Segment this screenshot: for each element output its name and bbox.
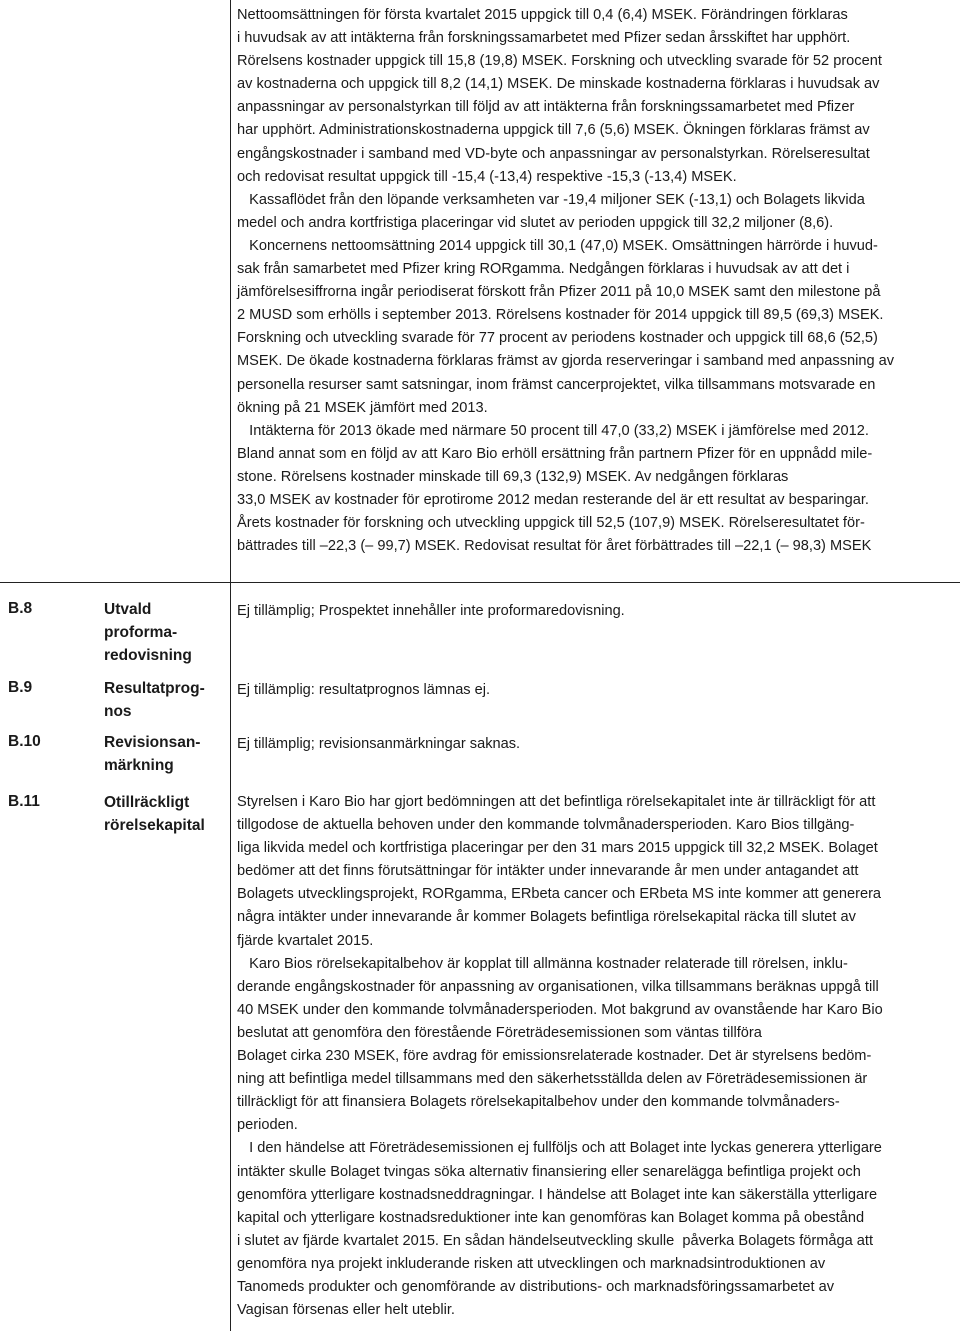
text-line: och redovisat resultat uppgick till -15,4 (-13,4) respektive -15,3 (-13,4) MSEK. (237, 168, 737, 185)
text-line: stone. Rörelsens kostnader minskade till 69,3 (132,9) MSEK. Av nedgången förklaras (237, 468, 789, 485)
label-line: Otillräckligt (104, 794, 190, 811)
row-value-b9: Ej tillämplig: resultatprognos lämnas ej. (237, 682, 491, 698)
row-label-b8 (104, 598, 192, 667)
text-line: Bland annat som en följd av att Karo Bio erhöll ersättning från partnern Pfizer för en uppnådd mile- (237, 445, 873, 462)
text-line: bättrades till –22,3 (– 99,7) MSEK. Redovisat resultat för året förbättrades till –22,1 (– 98,3) MSEK (237, 538, 872, 555)
text-line: Styrelsen i Karo Bio har gjort bedömningen att det befintliga rörelsekapitalet inte är tillräckligt för att (237, 794, 876, 810)
text-line: i huvudsak av att intäkterna från forskningssamarbetet med Pfizer sedan årsskiftet har upphört. (237, 30, 851, 47)
text-line: genomföra nya projekt inkluderande risken att utvecklingen och marknadsintroduktionen av (237, 1255, 826, 1272)
label-line: redovisning (104, 647, 192, 664)
text-line: några intäkter under innevarande år kommer Bolagets befintliga rörelsekapital räcka till slutet av (237, 909, 856, 926)
text-line: Intäkterna för 2013 ökade med närmare 50 procent till 47,0 (33,2) MSEK i jämförelse med 2012. (237, 422, 869, 439)
text-line: Rörelsens kostnader uppgick till 15,8 (19,8) MSEK. Forskning och utveckling svarade för 52 procent (237, 53, 882, 70)
text-line: personella resurser samt satsningar, inom främst cancerprojektet, vilka tillsammans motsvarade en (237, 376, 876, 393)
row-value-b8: Ej tillämplig; Prospektet innehåller inte proformaredovisning. (237, 603, 625, 619)
text-line: engångskostnader i samband med VD-byte och anpassningar av personalstyrkan. Rörelseresultat (237, 145, 870, 162)
text-line: bedömer att det finns förutsättningar för intäkter under innevarande år men under antagandet att (237, 863, 859, 880)
label-line: Revisionsan- (104, 734, 201, 751)
text-line: ökning på 21 MSEK jämfört med 2013. (237, 399, 488, 416)
text-line: perioden. (237, 1117, 298, 1134)
text-line: sak från samarbetet med Pfizer kring RORgamma. Nedgången förklaras i huvudsak av att det i (237, 261, 850, 278)
label-line: proforma- (104, 624, 178, 641)
text-line: 33,0 MSEK av kostnader för eprotirome 2012 medan resterande del är ett resultat av besparingar. (237, 491, 869, 508)
text-line: av kostnaderna och uppgick till 8,2 (14,1) MSEK. De minskade kostnaderna förklaras i huvudsak av (237, 76, 880, 93)
text-line: tillräckligt för att finansiera Bolagets rörelsekapitalbehov under den kommande tolvmånaders- (237, 1094, 840, 1111)
text-line: ning att befintliga medel tillsammans med den säkerhetsställda delen av Företrädesemissionen är (237, 1071, 868, 1088)
label-line: rörelsekapital (104, 817, 205, 834)
text-line: fjärde kvartalet 2015. (237, 932, 374, 949)
row-code-b9: B.9 (8, 679, 33, 696)
text-line: MSEK. De ökade kostnaderna förklaras främst av gjorda reserveringar i samband med anpassning av (237, 353, 895, 370)
text-line: jämförelsesiffrorna ingår periodiserat förskott från Pfizer 2011 på 10,0 MSEK samt den milestone på (237, 284, 881, 301)
text-line: Tanomeds produkter och genomförande av distributions- och marknadsföringssamarbetet av (237, 1278, 835, 1295)
text-line: genomföra ytterligare kostnadsneddragningar. I händelse att Bolaget inte kan säkerställa ytterligare (237, 1186, 878, 1203)
row-code-b10: B.10 (8, 733, 41, 750)
text-line: kapital och ytterligare kostnadsreduktioner inte kan genomföras kan Bolaget komma på obestånd (237, 1209, 865, 1226)
text-line: anpassningar av personalstyrkan till följd av att intäkterna från forskningssamarbetet med Pfizer (237, 99, 855, 116)
financial-summary-text (237, 4, 953, 558)
text-line: derande engångskostnader för anpassning av organisationen, vilka tillsammans beräknas uppgå till (237, 978, 879, 995)
text-line: beslutat att genomföra den förestående Företrädesemissionen som väntas tillföra (237, 1024, 762, 1041)
text-line: 2 MUSD som erhölls i september 2013. Rörelsens kostnader för 2014 uppgick till 89,5 (69,3) MSEK. (237, 307, 884, 324)
text-line: Vagisan försenas eller helt uteblir. (237, 1302, 455, 1319)
text-line: Karo Bios rörelsekapitalbehov är kopplat till allmänna kostnader relaterade till rörelsen, inklu- (237, 955, 848, 972)
text-line: liga likvida medel och kortfristiga placeringar per den 31 mars 2015 uppgick till 32,2 MSEK. Bolaget (237, 840, 878, 857)
text-line: Bolagets utvecklingsprojekt, RORgamma, ERbeta cancer och ERbeta MS inte kommer att generera (237, 886, 882, 903)
text-line: medel och andra kortfristiga placeringar vid slutet av perioden uppgick till 32,2 miljoner (8,6). (237, 214, 834, 231)
row-value-b10: Ej tillämplig; revisionsanmärkningar saknas. (237, 736, 521, 752)
text-line: Bolaget cirka 230 MSEK, före avdrag för emissionsrelaterade kostnader. Det är styrelsens bedöm- (237, 1048, 872, 1065)
text-line: tillgodose de aktuella behoven under den kommande tolvmånadersperioden. Karo Bios tillgäng- (237, 817, 855, 834)
column-divider-bottom (230, 582, 231, 1331)
text-line: har upphört. Administrationskostnaderna uppgick till 7,6 (5,6) MSEK. Ökningen förklaras främst av (237, 122, 870, 139)
row-label-b11 (104, 791, 205, 837)
working-capital-text (237, 791, 883, 1322)
column-divider-top (230, 0, 231, 582)
text-line: i slutet av fjärde kvartalet 2015. En sådan händelseutveckling skulle påverka Bolagets förmåga att (237, 1232, 874, 1249)
text-line: Forskning och utveckling svarade för 77 procent av periodens kostnader och uppgick till 68,6 (52,5) (237, 330, 878, 347)
text-line: Årets kostnader för forskning och utveckling uppgick till 52,5 (107,9) MSEK. Rörelseresultatet för- (237, 515, 865, 532)
row-code-b11: B.11 (8, 793, 40, 810)
table-rule (0, 582, 960, 583)
text-line: I den händelse att Företrädesemissionen ej fullföljs och att Bolaget inte lyckas generera ytterligare (237, 1140, 882, 1157)
text-line: Nettoomsättningen för första kvartalet 2015 uppgick till 0,4 (6,4) MSEK. Förändringen förklaras (237, 7, 848, 23)
label-line: Resultatprog- (104, 680, 205, 697)
label-line: Utvald (104, 601, 152, 618)
row-code-b8: B.8 (8, 600, 33, 617)
text-line: Kassaflödet från den löpande verksamheten var -19,4 miljoner SEK (-13,1) och Bolagets likvida (237, 191, 865, 208)
label-line: nos (104, 703, 132, 720)
text-line: intäkter skulle Bolaget tvingas söka alternativ finansiering eller senarelägga befintliga projekt och (237, 1163, 861, 1180)
row-label-b9 (104, 677, 205, 723)
text-line: 40 MSEK under den kommande tolvmånadersperioden. Mot bakgrund av ovanstående har Karo Bio (237, 1001, 883, 1018)
label-line: märkning (104, 757, 174, 774)
text-line: Koncernens nettoomsättning 2014 uppgick till 30,1 (47,0) MSEK. Omsättningen härrörde i huvud- (237, 237, 878, 254)
row-label-b10 (104, 731, 200, 777)
